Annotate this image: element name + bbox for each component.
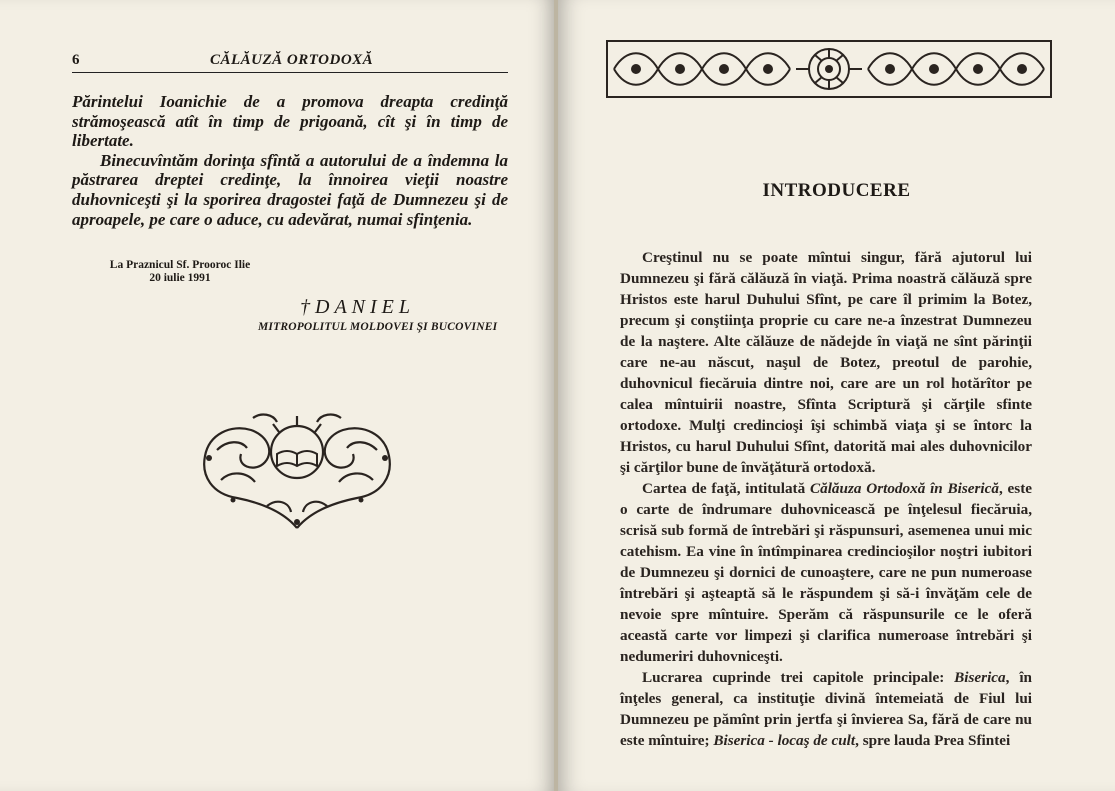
signature-title: MITROPOLITUL MOLDOVEI ŞI BUCOVINEI: [258, 321, 498, 333]
date: 20 iulie 1991: [149, 272, 211, 284]
paragraph: Creştinul nu se poate mîntui singur, fără ajutorul lui Dumnezeu şi fără călăuză în viaţă. Prima noastră călăuză spre Hristos este harul Duhului Sfînt, pe care îl primim la Botez, precum şi conştiinţa proprie cu care ne-a înzestrat Dumnezeu de la naştere. Alte călăuze de nădejde în viaţă ne sînt părinţii care ne-au născut, naşul de Botez, preotul de parohie, duhovnicul fiecăruia dintre noi, care are un rol hotărîtor pe calea mîntuirii noastre, Sfînta Scriptură şi cărţile sfinte ortodoxe. Mulţi credincioşi îşi schimbă viaţa şi se întorc la Hristos, cu harul Duhului Sfînt, datorită mai ales duhovnicilor şi cărţilor bune de învăţătură ortodoxă.: [620, 249, 1032, 476]
chapter-title: INTRODUCERE: [762, 180, 911, 201]
running-title: CĂLĂUZĂ ORTODOXĂ: [210, 52, 374, 68]
paragraph: Părintelui Ioanichie de a promova dreapta credinţă strămoşească atît în timp de prigoană, cît şi în timp de libertate.: [72, 92, 508, 151]
floral-border-icon: [606, 40, 1052, 98]
right-body-text: [620, 247, 1032, 751]
running-header: [72, 50, 508, 73]
page-number: 6: [72, 52, 80, 68]
bleed-through-text: [80, 300, 84, 322]
book-title-italic: Călăuza Ortodoxă în Biserică: [809, 480, 999, 497]
book-ornament-icon: [197, 410, 397, 530]
text-span: Cartea de faţă, intitulată: [642, 480, 810, 497]
place: La Praznicul Sf. Prooroc Ilie: [109, 259, 251, 271]
text-span: , este o carte de îndrumare duhovnicească pe înţelesul fiecăruia, scrisă sub formă de întrebări şi răspunsuri, asemenea unui mic catehism. Ea vine în întîmpinarea credincioşilor noştri iubitori de Dumnezeu şi dornici de cunoaştere, care ne pun numeroase întrebări şi aşteaptă să le răspundem şi să-i învăţăm cele de nevoie spre mîntuire. Sperăm că răspunsurile ce le oferă această carte vor limpezi şi clarifica numeroase întrebări şi nedumeriri duhovniceşti.: [620, 480, 1033, 665]
chapter-name-italic: Biserica: [954, 669, 1006, 686]
signature-name: †DANIEL: [300, 296, 415, 318]
place-date: [100, 259, 260, 285]
text-span: , spre lauda Prea Sfintei: [855, 732, 1011, 749]
left-body-text: [72, 92, 508, 229]
left-page: [0, 0, 556, 791]
chapter-name-italic: Biserica - locaş de cult: [713, 732, 856, 749]
paragraph: [620, 478, 1032, 667]
text-span: , în înţeles general, ca instituţie divină întemeiată de Fiul lui Dumnezeu pe pămînt prin jertfa şi învierea Sa, fără de care nu este mîntuire;: [620, 669, 1033, 749]
text-span: Lucrarea cuprinde trei capitole principale:: [642, 669, 955, 686]
paragraph: [620, 667, 1032, 751]
paragraph: Binecuvîntăm dorinţa sfîntă a autorului de a îndemna la păstrarea dreptei credinţe, la înnoirea vieţii noastre duhovniceşti şi la sporirea dragostei faţă de Dumnezeu şi de aproapele, pe care o aduce, cu adevărat, numai sfinţenia.: [72, 150, 508, 229]
right-page: [558, 0, 1115, 791]
